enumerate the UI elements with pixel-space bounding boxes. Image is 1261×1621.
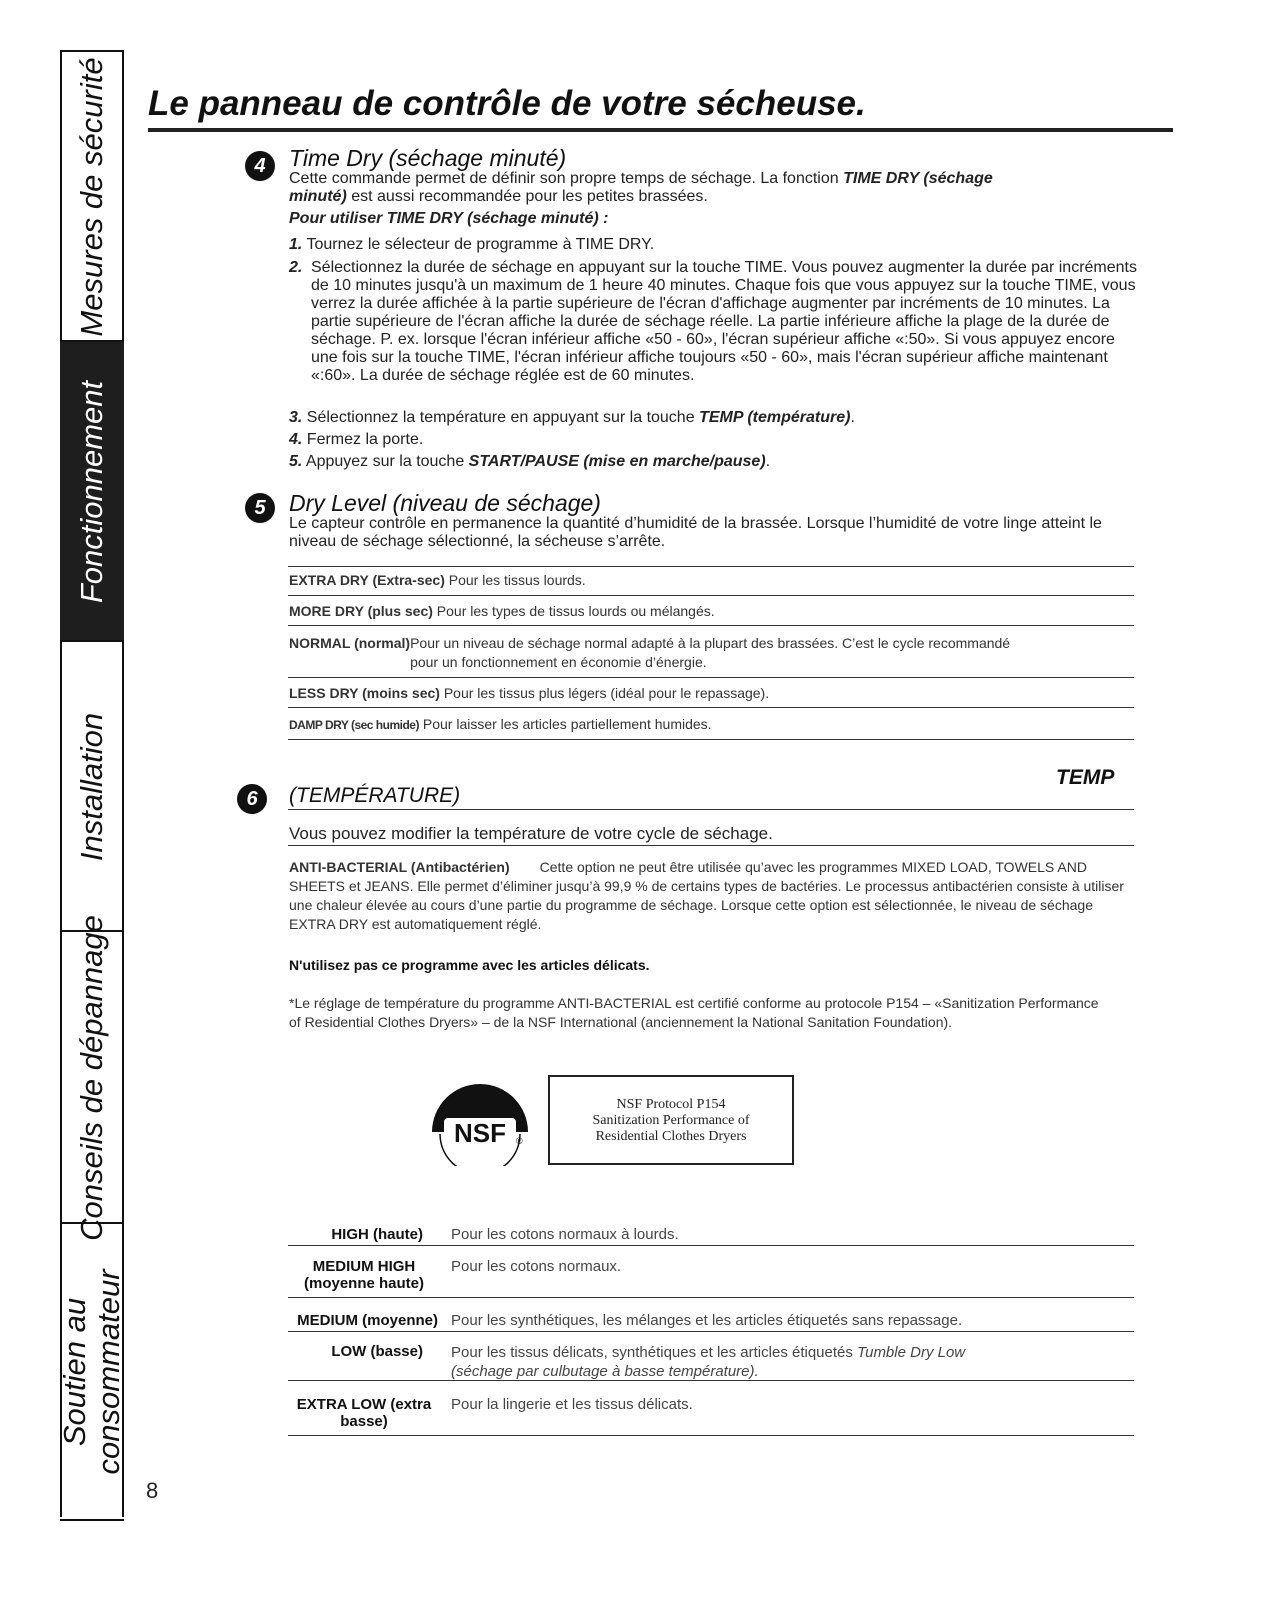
temp-label: TEMP — [1056, 766, 1115, 789]
dry-level-row: DAMP DRY (sec humide) Pour laisser les articles partiellement humides. — [289, 716, 712, 732]
sidebar-tab-label: Fonctionnement — [74, 380, 109, 604]
temp-row: MEDIUM HIGH (moyenne haute) Pour les cotons normaux. — [303, 1258, 622, 1292]
nsf-protocol-box — [548, 1075, 794, 1165]
divider — [288, 707, 1134, 708]
step-item: 4. Fermez la porte. — [289, 431, 424, 448]
title-rule — [148, 128, 1173, 132]
sidebar-tab-installation[interactable] — [60, 640, 124, 932]
footnote: *Le réglage de température du programme ANTI-BACTERIAL est certifié conforme au protocole P154 – «Sanitization Performance of Residential Clothes Dryers» – de la NSF International (anciennement la National Sanitation Foundation). — [289, 995, 1099, 1030]
nsf-logo — [420, 1080, 540, 1166]
divider — [288, 1331, 1134, 1332]
section-badge-6: 6 — [237, 784, 267, 814]
sidebar-tab-securite[interactable] — [60, 50, 124, 342]
divider — [288, 625, 1134, 626]
step-item: 1. Tournez le sélecteur de programme à TIME DRY. — [289, 236, 655, 253]
divider — [288, 595, 1134, 596]
temp-row: LOW (basse) Pour les tissus délicats, synthétiques et les articles étiquetés Tumble Dry Low (séchage par culbutage à basse température). — [331, 1343, 966, 1380]
step-item: 3. Sélectionnez la température en appuyant sur la touche TEMP (température). — [289, 409, 855, 426]
divider — [288, 1297, 1134, 1298]
step-item: 5. Appuyez sur la touche START/PAUSE (mise en marche/pause). — [289, 453, 771, 470]
temp-row: EXTRA LOW (extra basse) Pour la lingerie et les tissus délicats. — [296, 1396, 693, 1430]
nsf-box-line: NSF Protocol P154 — [616, 1097, 726, 1112]
section-intro: Cette commande permet de définir son propre temps de séchage. La fonction TIME DRY (séchage minuté) est aussi recommandée pour les petites brassées. — [289, 170, 993, 205]
divider — [288, 739, 1134, 740]
sidebar-tab-label: Conseils de dépannage — [74, 915, 109, 1241]
sidebar-tab-label: Soutien au consommateur — [57, 1268, 126, 1475]
divider — [288, 1435, 1134, 1436]
section-subhead: Pour utiliser TIME DRY (séchage minuté) : — [289, 210, 609, 227]
section-heading-time-dry: Time Dry (séchage minuté) — [289, 145, 567, 171]
dry-level-row: EXTRA DRY (Extra-sec) Pour les tissus lourds. — [289, 572, 586, 588]
sidebar-tab-soutien[interactable] — [57, 1222, 126, 1521]
nsf-box-line: Residential Clothes Dryers — [595, 1129, 747, 1144]
divider — [288, 809, 1134, 810]
section-badge-4: 4 — [245, 151, 275, 181]
sidebar-tab-depannage[interactable] — [60, 915, 124, 1241]
sidebar-tab-fonctionnement[interactable] — [60, 340, 124, 642]
sidebar-tab-label: Mesures de sécurité — [74, 57, 109, 337]
nsf-reg: ® — [516, 1136, 523, 1146]
dry-level-row: NORMAL (normal)Pour un niveau de séchage normal adapté à la plupart des brassées. C’est le cycle recommandé pour un fonctionnement en économie d’énergie. — [289, 635, 1011, 670]
page-number: 8 — [146, 1478, 159, 1503]
anti-bacterial-block: ANTI-BACTERIAL (Antibactérien) Cette option ne peut être utilisée qu’avec les programmes MIXED LOAD, TOWELS AND SHEETS et JEANS. Elle permet d’éliminer jusqu’à 99,9 % de certains types de bactéries. Le processus antibactérien consiste à utiliser une chaleur élevée au cours d’une partie du programme de séchage. Lorsque cette option est sélectionnée, le niveau de séchage EXTRA DRY est automatiquement réglé. — [289, 859, 1124, 932]
step-item: 2. Sélectionnez la durée de séchage en appuyant sur la touche TIME. Vous pouvez augmenter la durée par incréments de 10 minutes jusqu'à un maximum de 1 heure 40 minutes. Chaque fois que vous appuyez sur la touche TIME, vous verrez la durée affichée à la partie supérieure de l'écran d'affichage augmenter par incréments de 10 minutes. La partie supérieure de l'écran affiche la durée de séchage réelle. La partie inférieure affiche la plage de la durée de séchage. P. ex. lorsque l'écran inférieur affiche «50 - 60», l'écran supérieur affiche «:50». Si vous appuyez encore une fois sur la touche TIME, l'écran inférieur affiche toujours «50 - 60», mais l'écran supérieur affiche maintenant «:60». La durée de séchage réglée est de 60 minutes. — [289, 259, 1137, 384]
divider — [288, 845, 1134, 846]
section-intro: Vous pouvez modifier la température de votre cycle de séchage. — [289, 824, 773, 843]
dry-level-row: LESS DRY (moins sec) Pour les tissus plus légers (idéal pour le repassage). — [289, 685, 770, 701]
divider — [288, 566, 1134, 567]
section-badge-5: 5 — [245, 493, 275, 523]
temp-row: MEDIUM (moyenne) Pour les synthétiques, les mélanges et les articles étiquetés sans repassage. — [297, 1312, 963, 1329]
divider — [288, 677, 1134, 678]
warning-text: N'utilisez pas ce programme avec les articles délicats. — [289, 957, 650, 973]
divider — [288, 1380, 1134, 1381]
section-heading-dry-level: Dry Level (niveau de séchage) — [289, 490, 601, 516]
divider — [288, 1245, 1134, 1246]
temp-row: HIGH (haute) Pour les cotons normaux à lourds. — [331, 1226, 679, 1243]
nsf-box-line: Sanitization Performance of — [592, 1113, 750, 1128]
dry-level-row: MORE DRY (plus sec) Pour les types de tissus lourds ou mélangés. — [289, 603, 715, 619]
nsf-mark: NSF — [454, 1118, 506, 1148]
section-intro: Le capteur contrôle en permanence la quantité d’humidité de la brassée. Lorsque l’humidité de votre linge atteint le niveau de séchage sélectionné, la sécheuse s’arrête. — [289, 515, 1102, 550]
nsf-logo-arc-text: RESIDENTIAL — [422, 1080, 529, 1124]
section-heading-temperature: (TEMPÉRATURE) — [289, 784, 461, 807]
sidebar-tab-label: Installation — [74, 712, 109, 862]
page-title: Le panneau de contrôle de votre sécheuse. — [148, 84, 866, 123]
